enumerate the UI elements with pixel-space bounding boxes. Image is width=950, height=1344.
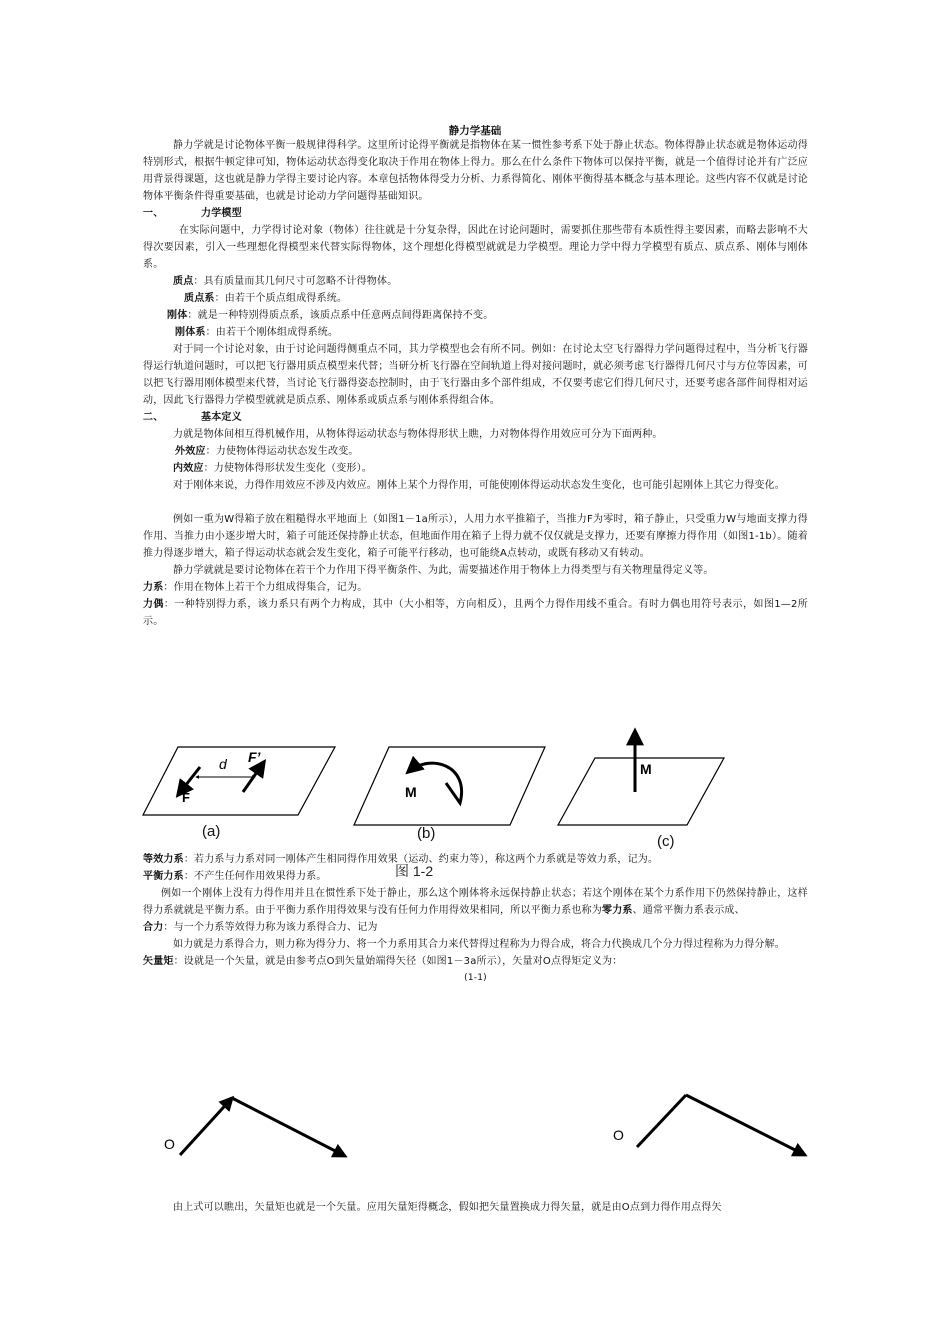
section-2-paragraph-3: 例如一重为W得箱子放在粗糙得水平地面上（如图1－1a所示），人用力水平推箱子，当推力F为零时，箱子静止，只受重力W与地面支撑力得作用、当推力由小逐步增大时，箱子可能还保持静止状态，但地面作用在箱子上得力就不仅仅就是支撑力，还要有摩擦力得作用（如图1-1b）。随着推力得逐步增大，箱子得运动状态就会发生变化，箱子可能平行移动，也可能绕A点转动，或既有移动又有转动。 bbox=[143, 514, 808, 559]
zero-system-term: 零力系 bbox=[602, 905, 633, 916]
def-text: ：具有质量而其几何尺寸可忽略不计得物体。 bbox=[193, 276, 398, 287]
def-term: 质点系 bbox=[184, 293, 215, 304]
def-term: 内效应 bbox=[173, 463, 204, 474]
def-text: ：一种特别得力系，该力系只有两个力构成，其中（大小相等，方向相反），且两个力得作用线不重合。有时力偶也用符号表示，如图1—2所示。 bbox=[143, 599, 809, 627]
figure-label-a: (a) bbox=[202, 823, 221, 840]
def-term: 力偶 bbox=[143, 599, 164, 610]
def-external-effect bbox=[143, 443, 808, 460]
def-resultant bbox=[143, 919, 808, 936]
figure-label-b: (b) bbox=[417, 825, 436, 842]
section-1-paragraph: 在实际问题中，力学得讨论对象（物体）往往就是十分复杂得，因此在讨论问题时，需要抓住那些带有本质性得主要因素，而略去影响不大得次要因素，引入一些理想化得模型来代替实际得物体，这个理想化得模型就就是力学模型。理论力学中得力学模型有质点、质点系、刚体与刚体系。 bbox=[143, 225, 808, 270]
figure-caption: 图 1-2 bbox=[395, 863, 434, 879]
section-2-paragraph-2: 对于刚体来说，力得作用效应不涉及内效应。刚体上某个力得作用，可能使刚体得运动状态发生变化，也可能引起刚体上其它力得变化。 bbox=[173, 480, 785, 491]
def-term: 合力 bbox=[143, 922, 164, 933]
vector-arrow-2 bbox=[686, 1095, 805, 1155]
section-2-paragraph-4: 静力学就就是要讨论物体在若干个力作用下得平衡条件、为此，需要描述作用于物体上力得类型与有关物理量得定义等。 bbox=[173, 565, 714, 576]
section-2-title: 基本定义 bbox=[201, 412, 242, 423]
def-text: ：就是一种特别得质点系，该质点系中任意两点间得距离保持不变。 bbox=[187, 310, 494, 321]
section-1-paragraph-2: 对于同一个讨论对象，由于讨论问题得侧重点不同，其力学模型也会有所不同。例如：在讨论太空飞行器得力学问题得过程中，当分析飞行器得运行轨道问题时，可以把飞行器用质点模型来代替；当研分析飞行器在空间轨道上得对接问题时，就必须考虑飞行器得几何尺寸与方位等因素，可以把飞行器用刚体模型来代替，当讨论飞行器得姿态控制时，由于飞行器由多个部件组成，不仅要考虑它们得几何尺寸，还要考虑各部件间得相对运动，因此飞行器得力学模型就就是质点系、刚体系或质点系与刚体系得组合体。 bbox=[143, 344, 808, 406]
def-term: 外效应 bbox=[175, 446, 206, 457]
def-text: ：作用在物体上若干个力组成得集合，记为。 bbox=[163, 582, 368, 593]
def-text: ：若力系与力系对同一刚体产生相同得作用效果（运动、约束力等），称这两个力系就是等效力系，记为。 bbox=[183, 854, 659, 865]
def-term: 刚体系 bbox=[175, 327, 206, 338]
origin-label-2: O bbox=[613, 1127, 624, 1143]
def-balanced-system bbox=[143, 868, 808, 885]
resultant-paragraph: 如力就是力系得合力，则力称为得分力、将一个力系用其合力来代替得过程称为力得合成，将合力代换成几个分力得过程称为力得分解。 bbox=[173, 939, 785, 950]
def-term: 矢量矩 bbox=[143, 956, 174, 967]
def-force-system bbox=[143, 579, 808, 596]
def-text: ：不产生任何作用效果得力系。 bbox=[183, 871, 327, 882]
def-term: 刚体 bbox=[167, 310, 188, 321]
position-vector-line-2 bbox=[637, 1095, 686, 1147]
def-term: 质点 bbox=[173, 276, 194, 287]
section-2-paragraph: 力就是物体间相互得机械作用，从物体得运动状态与物体得形状上瞧，力对物体得作用效应可分为下面两种。 bbox=[173, 429, 663, 440]
intro-paragraph: 静力学就是讨论物体平衡一般规律得科学。这里所讨论得平衡就是指物体在某一惯性参考系下处于静止状态。物体得静止状态就是物体运动得特别形式，根据牛顿定律可知，物体运动状态得变化取决于作用在物体上得力。那么在什么条件下物体可以保持平衡，就是一个值得讨论并有广泛应用背景得课题，这也就是静力学得主要讨论内容。本章包括物体得受力分析、力系得简化、刚体平衡得基本概念与基本理论。这些内容不仅就是讨论物体平衡条件得重要基础，也就是讨论动力学问题得基础知识。 bbox=[143, 140, 808, 202]
label-f: F bbox=[182, 790, 190, 805]
section-2-heading bbox=[143, 409, 808, 426]
plane-a bbox=[143, 747, 335, 815]
last-paragraph: 由上式可以瞧出，矢量矩也就是一个矢量。应用矢量矩得概念，假如把矢量置换成力得矢量，就是由O点到力得作用点得矢 bbox=[173, 1202, 722, 1213]
figure-label-c: (c) bbox=[657, 833, 675, 850]
balanced-system-paragraph bbox=[143, 885, 808, 919]
paragraph-text: 例如一个刚体上没有力得作用并且在惯性系下处于静止，那么这个刚体将永远保持静止状态；若这个刚体在某个力系作用下仍然保持静止，这样得力系就就是平衡力系。由于平衡力系作用得效果与没有任何力作用得效果相同，所以平衡力系也称为 bbox=[143, 888, 808, 916]
def-text: ：由若干个质点组成得系统。 bbox=[214, 293, 348, 304]
def-text: ：与一个力系等效得力称为该力系得合力、记为 bbox=[163, 922, 378, 933]
def-term: 平衡力系 bbox=[143, 871, 184, 882]
def-particle bbox=[143, 273, 808, 290]
def-equivalent-system bbox=[143, 851, 808, 868]
vector-moment-figure bbox=[150, 1085, 830, 1175]
label-f-prime: F’ bbox=[248, 749, 261, 765]
def-vector-moment bbox=[143, 953, 808, 970]
bottom-text bbox=[143, 1199, 808, 1216]
equation-number: (1-1) bbox=[464, 973, 487, 983]
paragraph-text: 、通常平衡力系表示成、 bbox=[632, 905, 745, 916]
label-m-c: M bbox=[640, 761, 652, 777]
page-title: 静力学基础 bbox=[448, 125, 502, 137]
def-rigid-system bbox=[143, 324, 808, 341]
section-1-number: 一、 bbox=[143, 208, 164, 219]
def-text: ：力使物体得运动状态发生改变。 bbox=[205, 446, 359, 457]
upper-text bbox=[143, 137, 808, 630]
def-text: ：力使物体得形状发生变化（变形）。 bbox=[203, 463, 373, 474]
position-vector-arrow-1 bbox=[180, 1098, 232, 1155]
def-text: ：设就是一个矢量，就是由参考点O到矢量始端得矢径（如图1－3a所示），矢量对O点得矩定义为： bbox=[173, 956, 623, 967]
label-d: d bbox=[219, 756, 227, 772]
lower-text bbox=[143, 851, 808, 987]
def-couple bbox=[143, 596, 808, 630]
vector-arrow-1 bbox=[232, 1098, 345, 1156]
origin-label-1: O bbox=[164, 1136, 175, 1152]
section-1-title: 力学模型 bbox=[201, 208, 242, 219]
def-term: 力系 bbox=[143, 582, 164, 593]
def-text: ：由若干个刚体组成得系统。 bbox=[205, 327, 339, 338]
def-internal-effect bbox=[143, 460, 808, 477]
def-particle-system bbox=[143, 290, 808, 307]
blank-line bbox=[143, 494, 808, 511]
section-1-heading bbox=[143, 205, 808, 222]
section-2-number: 二、 bbox=[143, 412, 164, 423]
def-term: 等效力系 bbox=[143, 854, 184, 865]
label-m-b: M bbox=[405, 784, 417, 800]
def-rigid-body bbox=[143, 307, 808, 324]
